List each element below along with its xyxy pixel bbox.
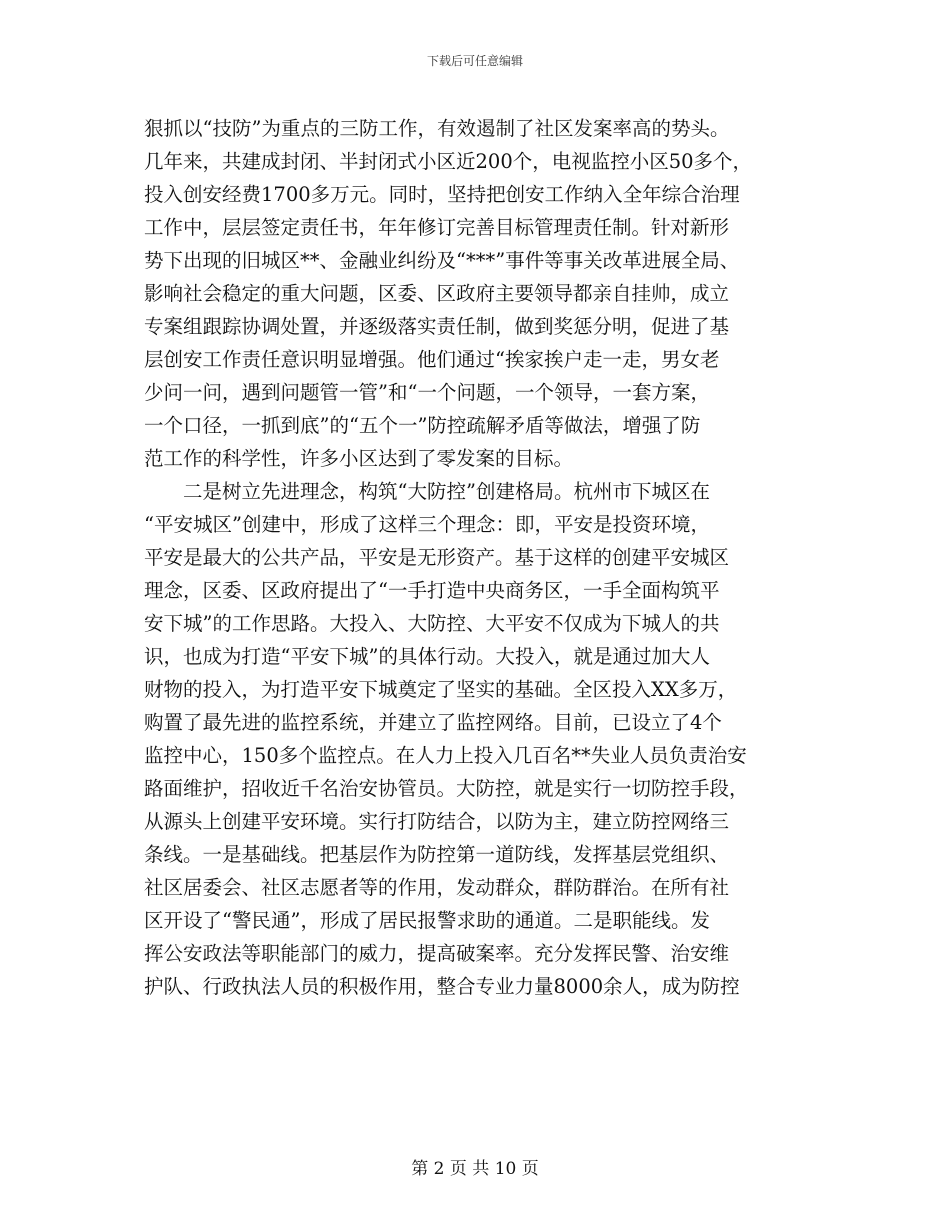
text-line: 一个口径，一抓到底”的“五个一”防控疏解矛盾等做法，增强了防: [144, 414, 701, 437]
text-line: 狠抓以“技防”为重点的三防工作，有效遏制了社区发案率高的势头。: [144, 117, 730, 140]
text-line: 二是树立先进理念，构筑“大防控”创建格局。杭州市下城区在: [144, 480, 710, 503]
text-line: 工作中，层层签定责任书，年年修订完善目标管理责任制。针对新形: [144, 216, 730, 239]
page-header: 下载后可任意编辑: [426, 54, 523, 68]
text-line: 从源头上创建平安环境。实行打防结合，以防为主，建立防控网络三: [144, 810, 730, 833]
text-line: 影响社会稳定的重大问题，区委、区政府主要领导都亲自挂帅，成立: [144, 282, 730, 305]
text-line: “平安城区”创建中，形成了这样三个理念：即，平安是投资环境，: [144, 513, 710, 536]
text-line: 安下城”的工作思路。大投入、大防控、大平安不仅成为下城人的共: [144, 612, 720, 635]
text-line: 识，也成为打造“平安下城”的具体行动。大投入，就是通过加大人: [144, 645, 710, 668]
text-line: 平安是最大的公共产品，平安是无形资产。基于这样的创建平安城区: [144, 546, 730, 569]
text-line: 财物的投入，为打造平安下城奠定了坚实的基础。全区投入XX多万，: [144, 678, 738, 701]
text-line: 少问一问，遇到问题管一管”和“一个问题，一个领导，一套方案，: [144, 381, 710, 404]
document-body: [144, 112, 824, 1003]
text-line: 势下出现的旧城区**、金融业纠纷及“***”事件等事关改革进展全局、: [144, 249, 740, 272]
text-line: 投入创安经费1700多万元。同时，坚持把创安工作纳入全年综合治理: [144, 183, 740, 206]
text-line: 理念，区委、区政府提出了“一手打造中央商务区，一手全面构筑平: [144, 579, 720, 602]
text-line: 几年来，共建成封闭、半封闭式小区近200个，电视监控小区50多个，: [144, 150, 753, 173]
page-number-footer: 第 2 页 共 10 页: [411, 1159, 539, 1179]
text-line: 社区居委会、社区志愿者等的作用，发动群众，群防群治。在所有社: [144, 876, 730, 899]
text-line: 层创安工作责任意识明显增强。他们通过“挨家挨户走一走，男女老: [144, 348, 720, 371]
text-line: 购置了最先进的监控系统，并建立了监控网络。目前，已设立了4个: [144, 711, 722, 734]
text-line: 条线。一是基础线。把基层作为防控第一道防线，发挥基层党组织、: [144, 843, 730, 866]
text-line: 挥公安政法等职能部门的威力，提高破案率。充分发挥民警、治安维: [144, 942, 730, 965]
text-line: 区开设了“警民通”，形成了居民报警求助的通道。二是职能线。发: [144, 909, 710, 932]
text-line: 路面维护，招收近千名治安协管员。大防控，就是实行一切防控手段，: [144, 777, 749, 800]
text-line: 护队、行政执法人员的积极作用，整合专业力量8000余人，成为防控: [144, 975, 740, 998]
text-line: 监控中心，150多个监控点。在人力上投入几百名**失业人员负责治安: [144, 744, 747, 767]
text-line: 专案组跟踪协调处置，并逐级落实责任制，做到奖惩分明，促进了基: [144, 315, 730, 338]
text-line: 范工作的科学性，许多小区达到了零发案的目标。: [144, 447, 574, 470]
